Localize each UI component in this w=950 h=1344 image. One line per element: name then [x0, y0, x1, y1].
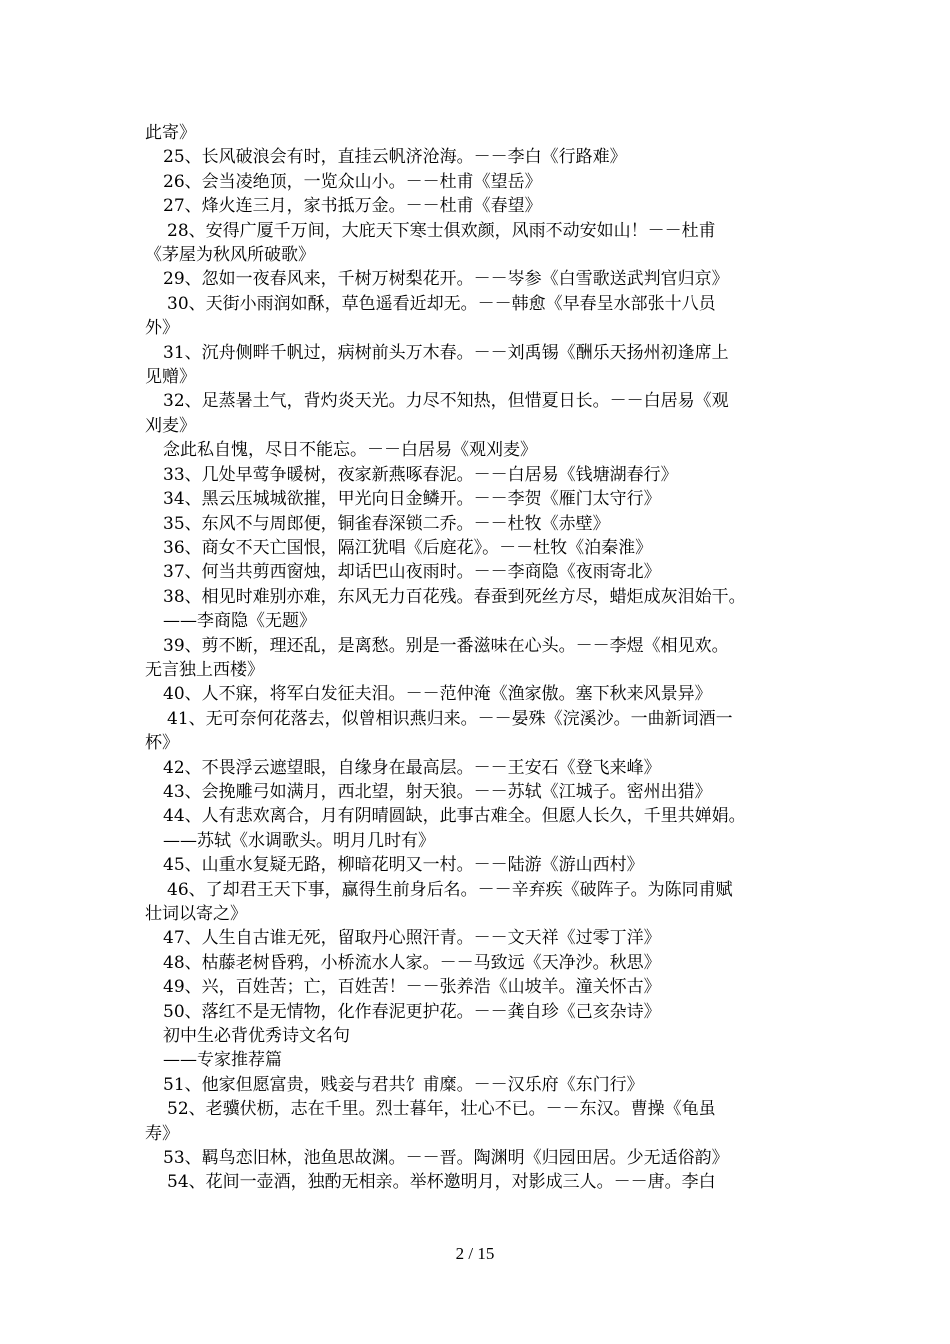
text-line: 41、无可奈何花落去，似曾相识燕归来。－－晏殊《浣溪沙。一曲新词酒一	[167, 708, 733, 729]
text-line: 无言独上西楼》	[145, 659, 264, 680]
text-line: 54、花间一壶酒，独酌无相亲。举杯邀明月，对影成三人。－－唐。李白	[167, 1172, 716, 1193]
text-line: 35、东风不与周郎便，铜雀春深锁二乔。－－杜牧《赤壁》	[163, 513, 610, 534]
text-line: 47、人生自古谁无死，留取丹心照汗青。－－文天祥《过零丁洋》	[163, 928, 661, 949]
text-line: 53、羁鸟恋旧林，池鱼思故渊。－－晋。陶渊明《归园田居。少无适俗韵》	[163, 1148, 729, 1169]
text-line: 32、足蒸暑土气，背灼炎天光。力尽不知热，但惜夏日长。－－白居易《观	[163, 391, 729, 412]
text-line: 33、几处早莺争暖树，夜家新燕啄春泥。－－白居易《钱塘湖春行》	[163, 464, 678, 485]
text-line: 壮词以寄之》	[145, 904, 247, 924]
text-line: 杯》	[145, 733, 179, 754]
poem-list	[145, 121, 813, 1195]
text-line: 37、何当共剪西窗烛，却话巴山夜雨时。－－李商隐《夜雨寄北》	[163, 562, 661, 583]
text-line: 43、会挽雕弓如满月，西北望，射天狼。－－苏轼《江城子。密州出猎》	[163, 781, 712, 802]
text-line: 见赠》	[145, 367, 196, 388]
text-line: ——苏轼《水调歌头。明月几时有》	[163, 830, 435, 851]
text-line: 28、安得广厦千万间，大庇天下寒士俱欢颜，风雨不动安如山！－－杜甫	[167, 220, 716, 241]
text-line: 51、他家但愿富贵，贱妾与君共饣甫糜。－－汉乐府《东门行》	[163, 1074, 644, 1095]
text-line: 25、长风破浪会有时，直挂云帆济沧海。－－李白《行路难》	[163, 147, 627, 168]
text-line: 外》	[145, 318, 179, 339]
text-line: 45、山重水复疑无路，柳暗花明又一村。－－陆游《游山西村》	[163, 855, 644, 876]
text-line: 49、兴，百姓苦；亡，百姓苦！－－张养浩《山坡羊。潼关怀古》	[163, 977, 661, 998]
text-line: 39、剪不断，理还乱，是离愁。别是一番滋味在心头。－－李煜《相见欢。	[163, 635, 729, 656]
text-line: 52、老骥伏枥，志在千里。烈士暮年，壮心不已。－－东汉。曹操《龟虽	[167, 1099, 716, 1120]
text-line: 念此私自愧，尽日不能忘。－－白居易《观刈麦》	[163, 440, 537, 461]
text-line: 初中生必背优秀诗文名句	[163, 1026, 350, 1047]
text-line: 刈麦》	[145, 415, 196, 436]
text-line: 31、沉舟侧畔千帆过，病树前头万木春。－－刘禹锡《酬乐天扬州初逢席上	[163, 342, 729, 363]
text-line: 26、会当凌绝顶，一览众山小。－－杜甫《望岳》	[163, 171, 542, 192]
text-line: 46、了却君王天下事，赢得生前身后名。－－辛弃疾《破阵子。为陈同甫赋	[167, 879, 733, 900]
text-line: 寿》	[145, 1123, 179, 1144]
text-line: 48、枯藤老树昏鸦，小桥流水人家。－－马致远《天净沙。秋思》	[163, 952, 661, 973]
text-line: 29、忽如一夜春风来，千树万树梨花开。－－岑参《白雪歌送武判官归京》	[163, 269, 729, 290]
text-line: 50、落红不是无情物，化作春泥更护花。－－龚自珍《己亥杂诗》	[163, 1001, 661, 1022]
text-line: ——专家推荐篇	[163, 1050, 282, 1071]
text-line: 《茅屋为秋风所破歌》	[145, 245, 315, 266]
text-line: 27、烽火连三月，家书抵万金。－－杜甫《春望》	[163, 196, 542, 217]
text-line: 34、黑云压城城欲摧，甲光向日金鳞开。－－李贺《雁门太守行》	[163, 489, 661, 510]
text-line: 此寄》	[145, 123, 196, 143]
text-line: ——李商隐《无题》	[163, 611, 316, 632]
text-line: 30、天街小雨润如酥，草色遥看近却无。－－韩愈《早春呈水部张十八员	[167, 293, 716, 314]
text-line: 36、商女不天亡国恨，隔江犹唱《后庭花》。－－杜牧《泊秦淮》	[163, 537, 653, 558]
text-line: 38、相见时难别亦难，东风无力百花残。春蚕到死丝方尽，蜡炬成灰泪始干。	[163, 586, 746, 607]
text-line: 42、不畏浮云遮望眼，自缘身在最高层。－－王安石《登飞来峰》	[163, 757, 661, 778]
page-number: 2 / 15	[455, 1244, 495, 1263]
text-line: 40、人不寐，将军白发征夫泪。－－范仲淹《渔家傲。塞下秋来风景异》	[163, 684, 712, 705]
text-line: 44、人有悲欢离合，月有阴晴圆缺，此事古难全。但愿人长久，千里共婵娟。	[163, 806, 746, 827]
